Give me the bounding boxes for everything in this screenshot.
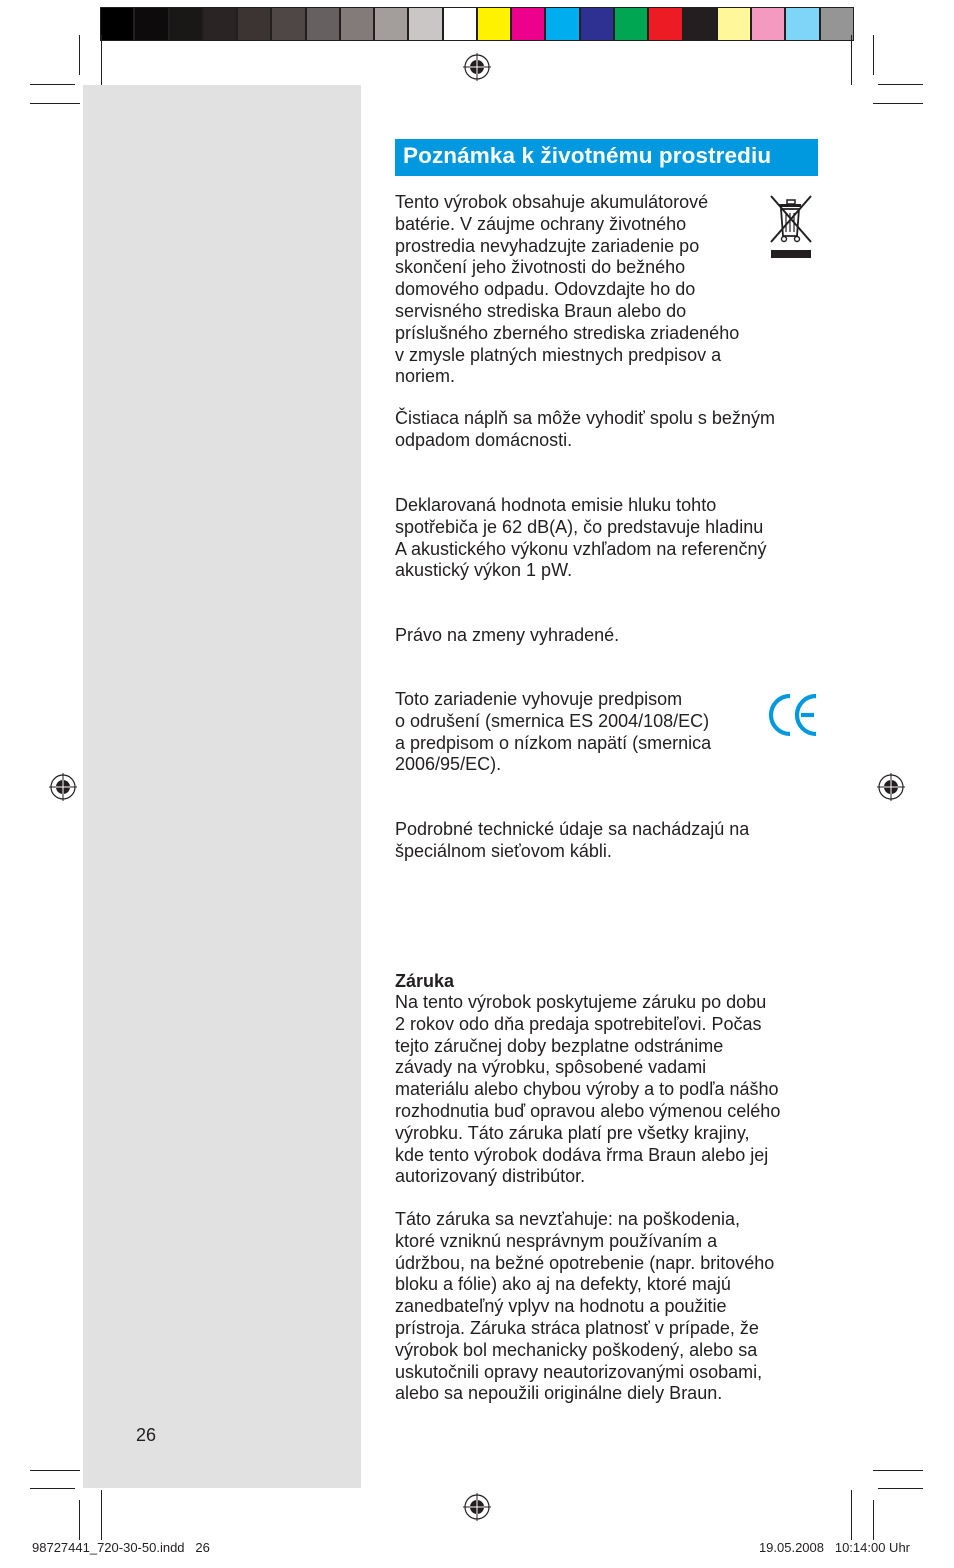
color-swatch [545,7,579,41]
registration-mark-icon [49,773,77,801]
paragraph-cleaning-cartridge: Čistiaca náplň sa môže vyhodiť spolu s bežným odpadom domácnosti. [395,408,775,450]
color-swatch [614,7,648,41]
page-number: 26 [136,1425,157,1445]
crop-mark [873,35,874,75]
paragraph-battery-disposal: Tento výrobok obsahuje akumulátorové batérie. V záujme ochrany životného prostredia nevyhadzujte zariadenie po skončení jeho životnosti do bežného domového odpadu. Odovzdajte ho do servisného strediska Braun alebo do príslušného zberného strediska zriadeného v zmysle platných miestnych predpisov a noriem. [395,192,740,387]
crop-mark [30,1488,75,1489]
paragraph-technical-data: Podrobné technické údaje sa nachádzajú na špeciálnom sieťovom kábli. [395,819,750,861]
crop-mark [873,1500,874,1540]
color-swatch [683,7,717,41]
crop-mark [851,35,852,85]
crop-mark [878,84,923,85]
color-swatch [751,7,785,41]
warranty-title: Záruka [395,971,455,991]
gray-side-panel [83,85,361,1488]
color-swatch [785,7,819,41]
crop-mark [878,1488,923,1489]
color-swatch [203,7,237,41]
crop-mark [873,1470,923,1471]
color-swatch [134,7,168,41]
paragraph-warranty-exclusions: Táto záruka sa nevzťahuje: na poškodenia, ktoré vzniknú nesprávnym používaním a údržbou, na bežné opotrebenie (napr. britového bloku a fólie) ako aj na defekty, ktoré majú zanedbateľný vplyv na hodnotu a použitie prístroja. Záruka stráca platnosť v prípade, že výrobok bol mechanicky poškodený, alebo sa uskutočnili opravy neautorizovanými osobami, alebo sa nepoužili originálne diely Braun. [395,1209,775,1404]
registration-mark-icon [463,1493,491,1521]
crop-mark [873,103,923,104]
registration-mark-icon [463,53,491,81]
crop-mark [79,35,80,75]
slug-file-info: 98727441_720-30-50.indd 26 [32,1540,210,1555]
crop-mark [79,1500,80,1540]
paragraph-noise-emission: Deklarovaná hodnota emisie hluku tohto spotřebiča je 62 dB(A), čo predstavuje hladinu A akustického výkonu vzhľadom na referenčný akustický výkon 1 pW. [395,495,767,581]
crop-mark [851,1490,852,1540]
color-swatch [408,7,442,41]
color-swatch [271,7,305,41]
paragraph-rights-reserved: Právo na zmeny vyhradené. [395,625,620,645]
color-swatch [169,7,203,41]
section-heading: Poznámka k životnému prostrediu [395,139,818,176]
color-swatch [477,7,511,41]
color-swatch [717,7,751,41]
color-swatch [820,7,854,41]
color-swatch [511,7,545,41]
color-swatch [580,7,614,41]
crop-mark [30,1470,80,1471]
ce-mark-icon [768,692,820,738]
color-swatch [306,7,340,41]
color-swatch [443,7,477,41]
paragraph-compliance: Toto zariadenie vyhovuje predpisom o odrušení (smernica ES 2004/108/EC) a predpisom o nízkom napätí (smernica 2006/95/EC). [395,689,712,775]
registration-mark-icon [877,773,905,801]
color-swatch [237,7,271,41]
crossed-out-wheelie-bin-icon [767,192,815,260]
color-swatch [374,7,408,41]
color-swatch [648,7,682,41]
paragraph-warranty-terms: Na tento výrobok poskytujeme záruku po dobu 2 rokov odo dňa predaja spotrebiteľovi. Počas tejto záručnej doby bezplatne odstránime závady na výrobku, spôsobené vadami materiálu alebo chybou výroby a to podľa nášho rozhodnutia buď opravou alebo výmenou celého výrobku. Táto záruka platí pre všetky krajiny, kde tento výrobok dodáva řrma Braun alebo jej autorizovaný distribútor. [395,992,781,1187]
color-swatch [100,7,134,41]
crop-mark [30,84,75,85]
crop-mark [101,1490,102,1540]
crop-mark [101,35,102,85]
crop-mark [30,103,80,104]
print-color-bar [100,7,854,41]
slug-timestamp: 19.05.2008 10:14:00 Uhr [758,1540,910,1555]
color-swatch [340,7,374,41]
